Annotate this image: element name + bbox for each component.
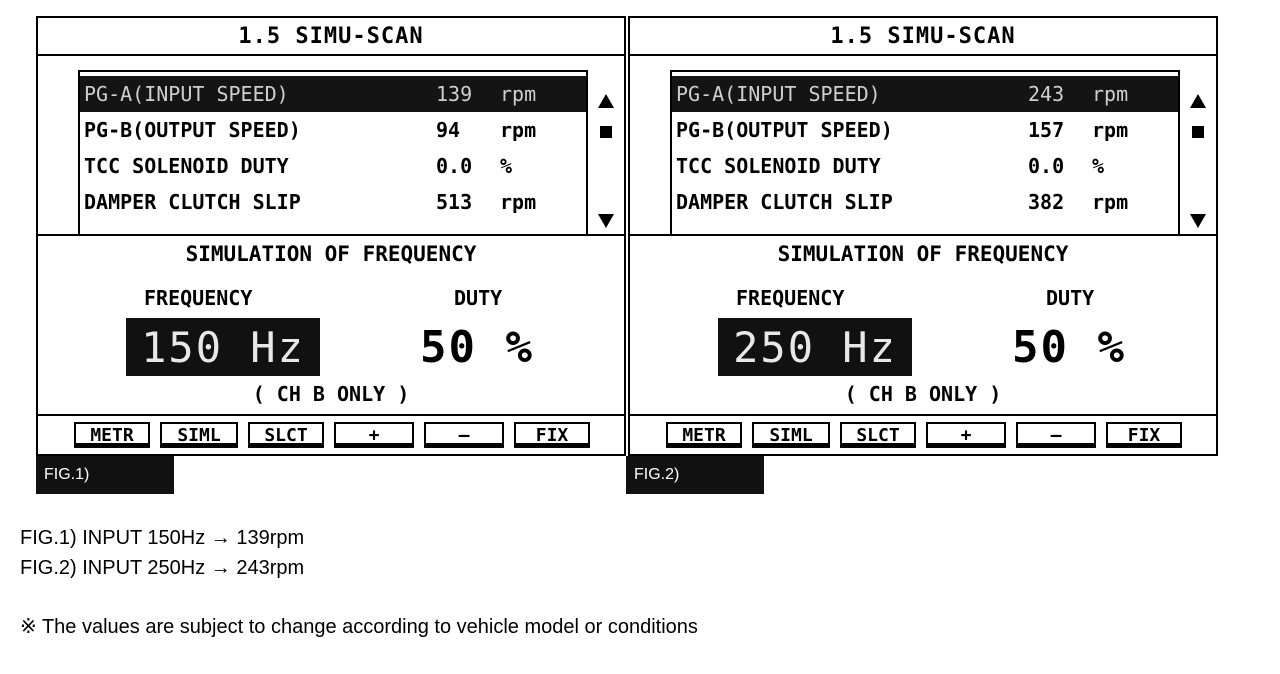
square-icon[interactable] [600, 126, 612, 138]
param-name: DAMPER CLUTCH SLIP [676, 190, 893, 214]
param-value: 243 [1028, 82, 1065, 106]
param-unit: % [1092, 154, 1105, 178]
frequency-label: FREQUENCY [736, 286, 845, 310]
param-value: 0.0 [1028, 154, 1065, 178]
figure-label: FIG.2) [626, 456, 764, 494]
list-item[interactable] [80, 76, 586, 112]
plus-button[interactable]: + [334, 422, 414, 448]
frequency-label: FREQUENCY [144, 286, 253, 310]
scan-screen-2 [628, 16, 1218, 456]
metr-button[interactable]: METR [666, 422, 742, 448]
triangle-up-icon[interactable] [598, 94, 614, 108]
metr-button[interactable]: METR [74, 422, 150, 448]
fix-button[interactable]: FIX [1106, 422, 1182, 448]
slct-button[interactable]: SLCT [840, 422, 916, 448]
frequency-value[interactable]: 250 Hz [718, 318, 912, 376]
minus-button[interactable]: — [424, 422, 504, 448]
list-item[interactable] [80, 112, 586, 148]
minus-button[interactable]: — [1016, 422, 1096, 448]
duty-value[interactable]: 50 % [1012, 321, 1126, 373]
caption-fig2: FIG.2) INPUT 250Hz → 243rpm [20, 557, 305, 579]
caption-fig1: FIG.1) INPUT 150Hz → 139rpm [20, 527, 305, 549]
function-key-bar [38, 416, 624, 454]
screen-title: 1.5 SIMU-SCAN [38, 18, 624, 56]
list-item[interactable] [672, 184, 1178, 220]
siml-button[interactable]: SIML [160, 422, 238, 448]
simulation-title: SIMULATION OF FREQUENCY [185, 242, 477, 266]
duty-value[interactable]: 50 % [420, 321, 534, 373]
list-item[interactable] [672, 148, 1178, 184]
param-name: PG-A(INPUT SPEED) [676, 82, 881, 106]
disclaimer-note: ※ The values are subject to change according to vehicle model or conditions [20, 616, 698, 638]
param-name: PG-A(INPUT SPEED) [84, 82, 289, 106]
param-value: 94 [436, 118, 461, 142]
channel-note: ( CH B ONLY ) [252, 382, 410, 406]
function-key-bar [630, 416, 1216, 454]
parameter-list [78, 70, 588, 236]
param-name: TCC SOLENOID DUTY [676, 154, 881, 178]
list-item[interactable] [672, 76, 1178, 112]
scrollbar[interactable] [1180, 56, 1216, 236]
scan-screen-1 [36, 16, 626, 456]
param-unit: rpm [500, 118, 537, 142]
param-unit: rpm [1092, 190, 1129, 214]
param-value: 513 [436, 190, 473, 214]
param-name: TCC SOLENOID DUTY [84, 154, 289, 178]
fix-button[interactable]: FIX [514, 422, 590, 448]
slct-button[interactable]: SLCT [248, 422, 324, 448]
param-value: 382 [1028, 190, 1065, 214]
list-item[interactable] [672, 112, 1178, 148]
parameter-list-area [38, 56, 624, 236]
channel-note: ( CH B ONLY ) [844, 382, 1002, 406]
list-item[interactable] [80, 148, 586, 184]
duty-label: DUTY [1046, 286, 1095, 310]
param-name: PG-B(OUTPUT SPEED) [84, 118, 301, 142]
param-value: 157 [1028, 118, 1065, 142]
param-unit: rpm [500, 190, 537, 214]
param-name: DAMPER CLUTCH SLIP [84, 190, 301, 214]
plus-button[interactable]: + [926, 422, 1006, 448]
triangle-up-icon[interactable] [1190, 94, 1206, 108]
scrollbar[interactable] [588, 56, 624, 236]
param-unit: rpm [500, 82, 537, 106]
triangle-down-icon[interactable] [1190, 214, 1206, 228]
list-item[interactable] [80, 184, 586, 220]
triangle-down-icon[interactable] [598, 214, 614, 228]
frequency-value[interactable]: 150 Hz [126, 318, 320, 376]
param-value: 0.0 [436, 154, 473, 178]
simulation-panel [630, 236, 1216, 416]
param-name: PG-B(OUTPUT SPEED) [676, 118, 893, 142]
param-value: 139 [436, 82, 473, 106]
param-unit: rpm [1092, 82, 1129, 106]
simulation-title: SIMULATION OF FREQUENCY [777, 242, 1069, 266]
figure-label: FIG.1) [36, 456, 174, 494]
param-unit: % [500, 154, 513, 178]
square-icon[interactable] [1192, 126, 1204, 138]
screen-title: 1.5 SIMU-SCAN [630, 18, 1216, 56]
param-unit: rpm [1092, 118, 1129, 142]
simulation-panel [38, 236, 624, 416]
parameter-list [670, 70, 1180, 236]
siml-button[interactable]: SIML [752, 422, 830, 448]
duty-label: DUTY [454, 286, 503, 310]
parameter-list-area [630, 56, 1216, 236]
